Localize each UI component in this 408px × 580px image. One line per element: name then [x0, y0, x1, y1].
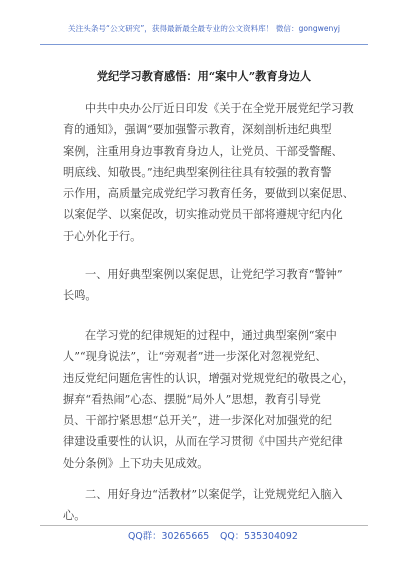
text-line: 处分条例》上下功夫见成效。 — [63, 456, 209, 470]
section-heading-2 — [63, 484, 345, 527]
text-line: 示作用，高质量完成党纪学习教育任务，要做到以案促思、 — [63, 187, 354, 201]
section-heading-1 — [63, 264, 345, 307]
footer-divider — [40, 525, 368, 526]
text-line: 员、干部拧紧思想“总开关”，进一步深化对加强党的纪 — [63, 414, 332, 428]
text-line: 明底线、知敬畏。”违纪典型案例往往具有较强的教育警 — [63, 165, 332, 179]
qq-number: QQ：535304092 — [220, 531, 298, 542]
text-line: 心。 — [63, 509, 86, 523]
text-line: 育的通知》，强调“要加强警示教育，深刻剖析违纪典型 — [63, 123, 332, 137]
promo-banner: 关注头条号“公文研究”，获得最新最全最专业的公文资料库！ 微信：gongwenyj — [68, 24, 340, 33]
paragraph-case-study — [63, 325, 354, 474]
qq-group-number: QQ群：30265665 — [128, 531, 210, 542]
text-line: 案例，注重用身边事教育身边人，让党员、干部受警醒、 — [63, 144, 343, 158]
text-line: 在学习党的纪律规矩的过程中，通过典型案例“案中 — [85, 329, 337, 342]
text-line: 摒弃“看热闹”心态、摆脱“局外人”思想，教育引导党 — [63, 392, 321, 406]
paragraph-intro — [63, 98, 354, 247]
header-divider — [40, 44, 368, 45]
text-line: 二、用好身边“活教材”以案促学，让党规党纪入脑入 — [85, 488, 343, 501]
text-line: 以案促学、以案促改，切实推动党员干部将遵规守纪内化 — [63, 208, 343, 222]
text-line: 律建设重要性的认识，从而在学习贯彻《中国共产党纪律 — [63, 435, 343, 449]
text-line: 一、用好典型案例以案促思，让党纪学习教育“警钟” — [85, 268, 343, 281]
text-line: 人”“现身说法”，让“旁观者”进一步深化对忽视党纪、 — [63, 350, 327, 364]
document-title: 党纪学习教育感悟：用“案中人”教育身边人 — [96, 69, 312, 83]
text-line: 中共中央办公厅近日印发《关于在全党开展党纪学习教 — [85, 102, 354, 115]
text-line: 于心外化于行。 — [63, 229, 142, 243]
text-line: 长鸣。 — [63, 289, 97, 303]
text-line: 违反党纪问题危害性的认识，增强对党规党纪的敬畏之心， — [63, 371, 354, 385]
